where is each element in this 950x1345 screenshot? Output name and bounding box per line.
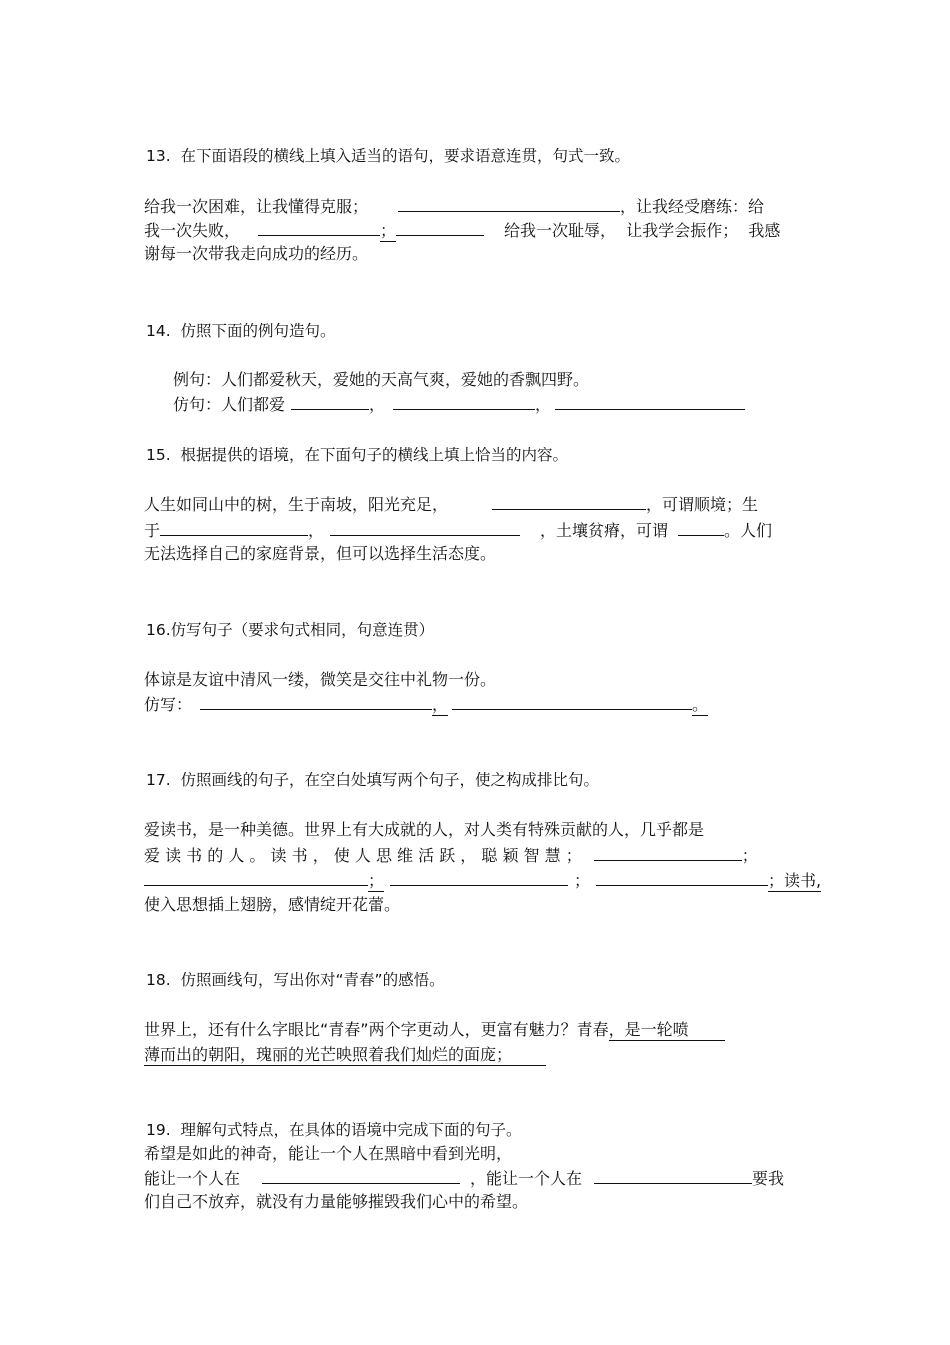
q16-blank-2[interactable] (452, 694, 692, 710)
q19-blank-1[interactable] (262, 1168, 460, 1184)
q17-line-3 (144, 870, 821, 890)
q16-example: 体谅是友谊中清风一缕，微笑是交往中礼物一份。 (144, 670, 497, 689)
q16-blank-1[interactable] (200, 694, 432, 710)
q13-separator: ； (380, 221, 397, 240)
q15-blank-4[interactable] (678, 520, 724, 536)
q15-line-1 (144, 494, 758, 514)
q16-imitate-prefix: 仿写： (144, 695, 193, 714)
q14-separator: ， (535, 395, 552, 414)
q15-text: 人生如同山中的树，生于南坡，阳光充足， (144, 495, 449, 514)
q19-line-1: 希望是如此的神奇，能让一个人在黑暗中看到光明， (144, 1144, 513, 1163)
q17-line-1: 爱读书，是一种美德。世界上有大成就的人，对人类有特殊贡献的人，几乎都是 (144, 820, 705, 839)
q16-separator: ， (432, 695, 449, 714)
q14-imitate-prefix: 仿句：人们都爱 (173, 395, 286, 414)
q13-text: ，让我经受磨练：给 (620, 197, 765, 216)
q17-blank-4[interactable] (596, 870, 768, 886)
q17-line-4: 使入思想插上翅膀，感情绽开花蕾。 (144, 895, 401, 914)
q15-line-3: 无法选择自己的家庭背景，但可以选择生活态度。 (144, 544, 497, 563)
q15-title: 15. 根据提供的语境，在下面句子的横线上填上恰当的内容。 (146, 446, 569, 464)
q14-example: 例句：人们都爱秋天，爱她的天高气爽，爱她的香飘四野。 (173, 370, 590, 389)
q15-separator: ， (308, 521, 325, 540)
q15-text: ，土壤贫瘠，可谓 (540, 521, 669, 540)
q17-separator: ； (741, 846, 758, 865)
q14-blank-2[interactable] (393, 394, 535, 410)
q15-text: ，可谓顺境；生 (646, 495, 759, 514)
q17-blank-1[interactable] (594, 845, 742, 861)
q15-text: 。人们 (724, 521, 773, 540)
q18-text: 世界上，还有什么字眼比“青春”两个字更动人，更富有魅力？青春 (144, 1020, 609, 1039)
q17-blank-3[interactable] (390, 870, 568, 886)
q15-blank-2[interactable] (160, 520, 308, 536)
q16-title: 16.仿写句子（要求句式相同，句意连贯） (146, 621, 435, 639)
q17-blank-2[interactable] (144, 870, 368, 886)
q18-line-1 (144, 1020, 725, 1040)
q15-line-2 (144, 520, 772, 540)
q13-blank-1[interactable] (398, 196, 620, 212)
q18-underlined-text: 薄而出的朝阳，瑰丽的光芒映照着我们灿烂的面庞； (144, 1045, 546, 1066)
q13-blank-2[interactable] (258, 220, 380, 236)
q13-title: 13. 在下面语段的横线上填入适当的语句，要求语意连贯，句式一致。 (146, 147, 631, 165)
q14-separator: ， (369, 395, 386, 414)
q19-blank-2[interactable] (594, 1168, 752, 1184)
q13-blank-3[interactable] (396, 220, 484, 236)
q13-text: 我一次失败， (144, 221, 241, 240)
q16-imitate (144, 694, 708, 714)
q17-separator: ； (368, 871, 385, 890)
q16-end: 。 (692, 695, 709, 714)
q19-text: ，能让一个人在 (470, 1169, 583, 1188)
q14-blank-3[interactable] (555, 394, 745, 410)
q15-text: 于 (144, 521, 161, 540)
q17-separator: ； (574, 871, 591, 890)
q19-text: 要我 (752, 1169, 785, 1188)
q17-text: ；读书, (768, 871, 822, 890)
q19-line-3: 们自己不放弃，就没有力量能够摧毁我们心中的希望。 (144, 1192, 529, 1211)
q14-title: 14. 仿照下面的例句造句。 (146, 322, 336, 340)
q19-line-2 (144, 1168, 784, 1188)
q13-line-2 (144, 220, 780, 240)
q14-blank-1[interactable] (291, 394, 369, 410)
q17-line-2 (144, 845, 758, 865)
q13-text: 给我一次耻辱， 让我学会振作； 我感 (504, 221, 781, 240)
q14-imitate (173, 394, 745, 414)
q13-line-3: 谢每一次带我走向成功的经历。 (144, 244, 369, 263)
q17-text: 爱 读 书 的 人 。 读 书 ， 使 人 思 维 活 跃 ， 聪 颖 智 慧 ； (144, 846, 582, 865)
q15-blank-3[interactable] (330, 520, 520, 536)
q13-line-1 (144, 196, 764, 216)
q17-title: 17. 仿照画线的句子，在空白处填写两个句子，使之构成排比句。 (146, 771, 600, 789)
q18-line-2 (144, 1045, 546, 1065)
q18-title: 18. 仿照画线句，写出你对“青春”的感悟。 (146, 971, 445, 989)
q18-underlined-text: ，是一轮喷 (609, 1020, 725, 1041)
q19-title: 19. 理解句式特点，在具体的语境中完成下面的句子。 (146, 1121, 522, 1139)
q13-text: 给我一次困难，让我懂得克服； (144, 197, 369, 216)
q15-blank-1[interactable] (492, 494, 646, 510)
q19-text: 能让一个人在 (144, 1169, 241, 1188)
